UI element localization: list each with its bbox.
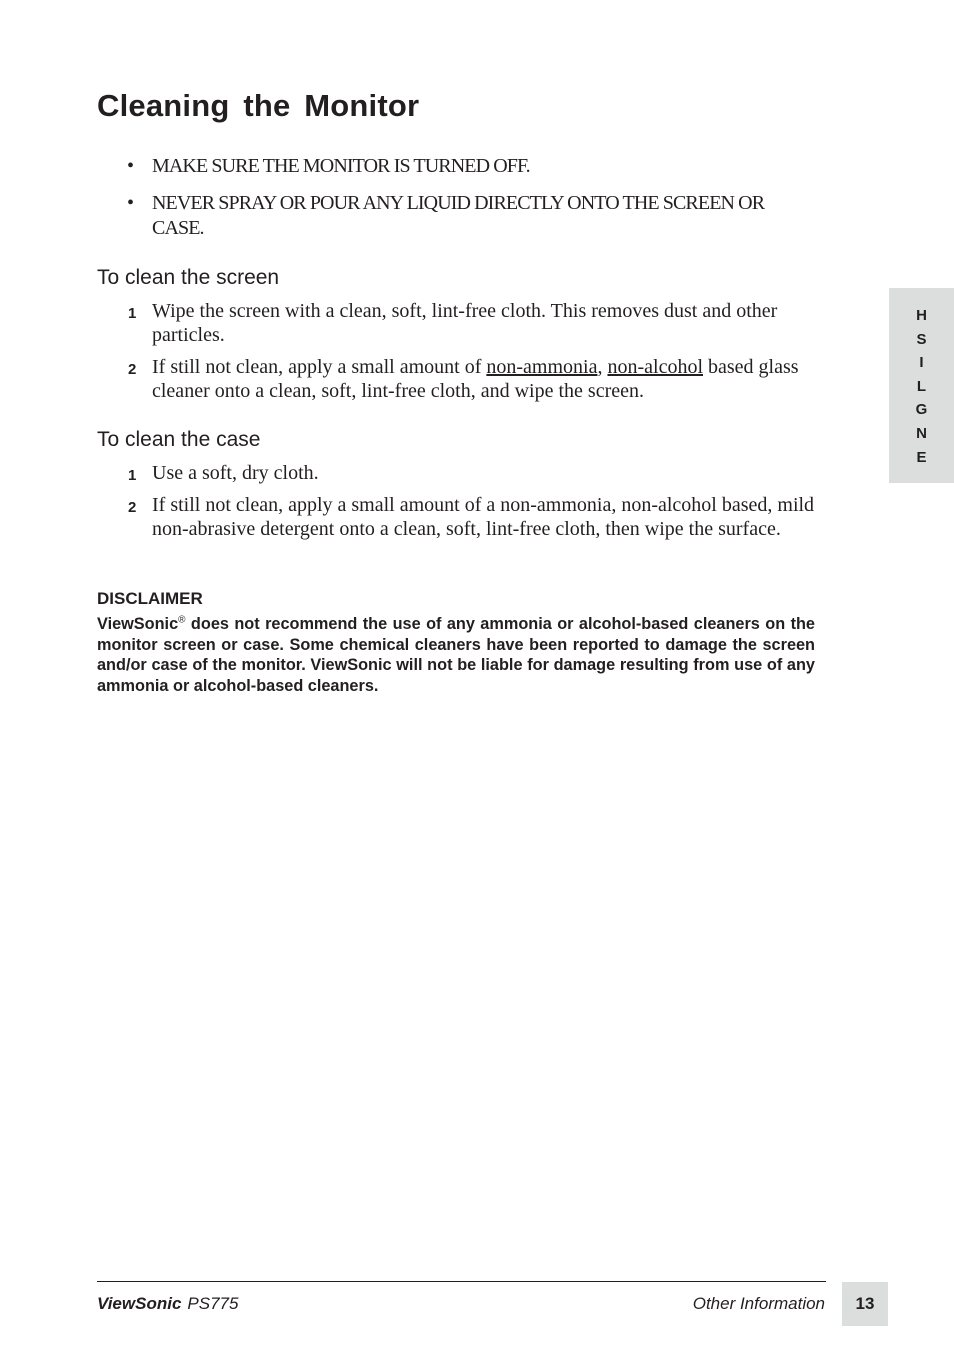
step-item (97, 299, 822, 347)
footer-section: Other Information (692, 1294, 825, 1313)
language-letter: H (916, 307, 927, 324)
footer-model: PS775 (187, 1294, 239, 1313)
step-number: 1 (128, 467, 137, 484)
warning-item (97, 191, 817, 241)
language-tab (889, 288, 954, 483)
language-letter: E (916, 448, 927, 466)
footer-divider (97, 1281, 826, 1282)
step-text: Wipe the screen with a clean, soft, lint-free cloth. This removes dust and other particles. (152, 300, 778, 346)
step-item (97, 461, 822, 485)
bullet-icon: • (127, 192, 134, 214)
warning-text: NEVER SPRAY OR POUR ANY LIQUID DIRECTLY ONTO THE SCREEN OR CASE. (152, 192, 765, 239)
warning-item (97, 154, 817, 179)
page-title: Cleaning the Monitor (97, 88, 420, 123)
case-steps (97, 461, 822, 549)
case-section-heading: To clean the case (97, 428, 261, 451)
step-text: Use a soft, dry cloth. (152, 462, 319, 484)
language-letter: L (916, 377, 927, 395)
language-label (889, 304, 954, 469)
step-number: 1 (128, 305, 137, 322)
screen-steps (97, 299, 822, 411)
step-number: 2 (128, 499, 137, 516)
disclaimer-heading: DISCLAIMER (97, 589, 203, 608)
language-letter: S (916, 330, 927, 348)
footer-product (97, 1294, 238, 1314)
non-alcohol-term: non-alcohol (607, 356, 703, 378)
footer-brand: ViewSonic (97, 1294, 182, 1313)
bullet-icon: • (127, 155, 134, 177)
step-text-part: based glass cleaner onto a clean, soft, lint-free cloth, and wipe the screen. (152, 356, 799, 402)
step-text: If still not clean, apply a small amount of a non-ammonia, non-alcohol based, mild non-abrasive detergent onto a clean, soft, lint-free cloth, then wipe the surface. (152, 494, 815, 540)
disclaimer-body: does not recommend the use of any ammonia or alcohol-based cleaners on the monitor screen or case. Some chemical cleaners have been reported to damage the screen and/or case of the monitor. ViewSonic will not be liable for damage resulting from use of any ammonia or alcohol-based cleaners. (97, 615, 815, 696)
language-letter: N (916, 424, 927, 442)
language-letter: G (915, 401, 928, 419)
disclaimer-brand: ViewSonic (97, 615, 179, 633)
term-separator: , (597, 356, 608, 378)
warning-text: MAKE SURE THE MONITOR IS TURNED OFF. (152, 155, 530, 177)
disclaimer-text (97, 614, 815, 697)
step-number: 2 (128, 361, 137, 378)
non-ammonia-term: non-ammonia (486, 356, 598, 378)
warning-list (97, 154, 817, 253)
screen-section-heading: To clean the screen (97, 266, 280, 289)
registered-mark: ® (178, 614, 186, 626)
step-text-part: If still not clean, apply a small amount of (152, 356, 487, 378)
step-item (97, 355, 822, 403)
language-letter: I (919, 354, 924, 372)
page-number: 13 (855, 1294, 875, 1313)
step-item (97, 493, 822, 541)
page-number-box (842, 1282, 888, 1326)
